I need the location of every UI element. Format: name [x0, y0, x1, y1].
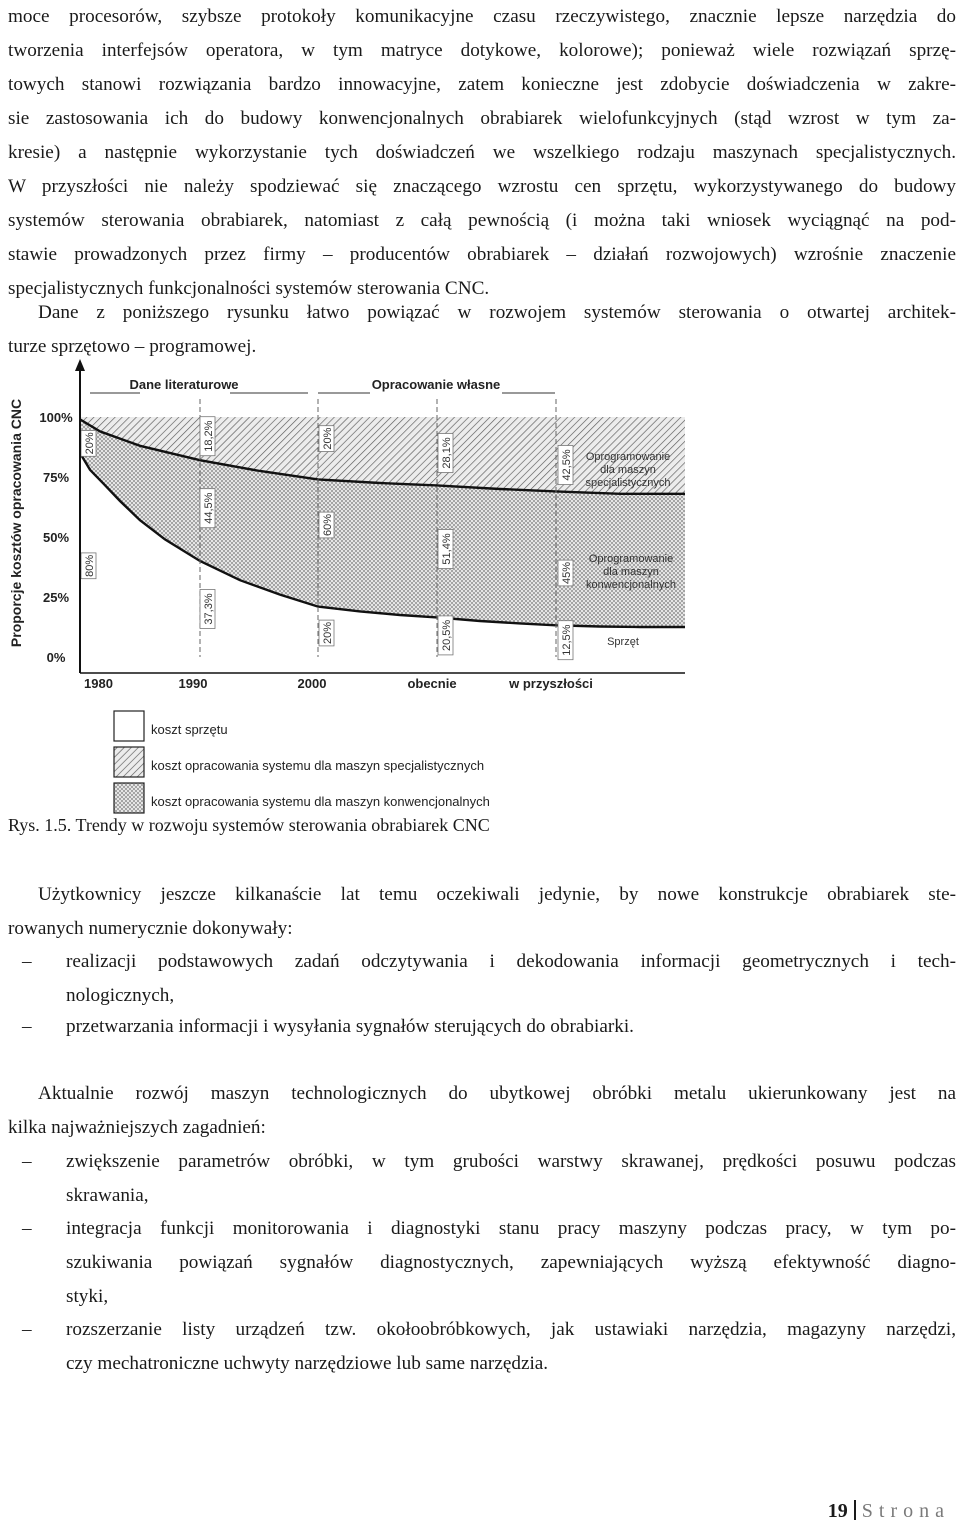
text-line: stawie prowadzonych przez firmy – producentów obrabiarek – działań rozwojowych) wzrośnie znaczenie: [8, 244, 956, 265]
x-tick-label: 1980: [84, 676, 113, 691]
annotation-line: Oprogramowanie: [588, 553, 674, 565]
y-axis-arrow-icon: [75, 359, 85, 371]
list-item: [22, 945, 956, 1013]
annotation-line: dla maszyn: [603, 566, 659, 578]
intro-paragraph: [8, 0, 956, 306]
list-item: [22, 1010, 956, 1044]
annotation-line: konwencjonalnych: [586, 579, 676, 591]
data-label-text: 20%: [322, 621, 334, 645]
data-label-text: 44,5%: [203, 492, 215, 524]
cost-trend-figure: [0, 355, 700, 815]
text-line: moce procesorów, szybsze protokoły komunikacyjne czasu rzeczywistego, znacznie lepsze narzędzia do: [8, 6, 956, 27]
text-line: realizacji podstawowych zadań odczytywania i dekodowania informacji geometrycznych i tech-: [66, 951, 956, 972]
text-line: rozszerzanie listy urządzeń tzw. okołoobróbkowych, jak ustawiaki narzędzia, magazyny narzędzi,: [66, 1319, 956, 1340]
dash-bullet: –: [22, 1016, 32, 1037]
data-label-text: 37,3%: [203, 593, 215, 625]
y-tick-labels: [39, 410, 73, 665]
legend-label-conventional: koszt opracowania systemu dla maszyn konwencjonalnych: [151, 794, 490, 809]
data-label: [319, 426, 334, 452]
annotation-line: Oprogramowanie: [585, 451, 671, 463]
data-label-text: 12,5%: [561, 624, 573, 656]
header-right: Opracowanie własne: [371, 377, 501, 392]
data-label: [200, 489, 215, 528]
data-label-text: 20%: [322, 427, 334, 450]
page-number: 19: [827, 1500, 848, 1522]
text-line: styki,: [66, 1286, 109, 1307]
text-line: Użytkownicy jeszcze kilkanaście lat temu oczekiwali jedynie, by nowe konstrukcje obrabiarek ste-: [38, 884, 956, 905]
y-tick-label: 100%: [39, 410, 73, 425]
annotation-line: dla maszyn: [600, 464, 656, 476]
x-tick-label: obecnie: [407, 676, 457, 691]
data-label: [200, 590, 215, 629]
data-label-text: 51,4%: [441, 533, 453, 565]
data-label: [319, 620, 334, 646]
data-label-text: 60%: [322, 513, 334, 537]
text-line: sie zastosowania ich do budowy konwencjonalnych obrabiarek wielofunkcyjnych (stąd wzrost w tym za-: [8, 108, 956, 129]
data-label-text: 80%: [84, 554, 96, 577]
text-line: rowanych numerycznie dokonywały:: [8, 918, 293, 939]
data-label: [438, 530, 453, 569]
data-label: [81, 431, 96, 457]
legend-label-specialist: koszt opracowania systemu dla maszyn specjalistycznych: [151, 758, 485, 773]
text-line: przetwarzania informacji i wysyłania sygnałów sterujących do obrabiarki.: [66, 1016, 634, 1037]
data-label-text: 42,5%: [561, 449, 573, 481]
data-label: [558, 560, 573, 586]
dash-bullet: –: [22, 1151, 32, 1172]
legend-swatch-specialist: [114, 747, 144, 777]
x-tick-label: 2000: [297, 676, 327, 691]
header-left: Dane literaturowe: [129, 377, 239, 392]
data-label: [438, 616, 453, 655]
users-paragraph: [8, 878, 956, 946]
page-footer: [828, 1500, 950, 1523]
text-line: turze sprzętowo – programowej.: [8, 336, 257, 357]
list-item: [22, 1212, 956, 1314]
dash-bullet: –: [22, 1218, 32, 1239]
data-label: [558, 621, 573, 660]
text-line: zwiększenie parametrów obróbki, w tym grubości warstwy skrawanej, prędkości posuwu podczas: [66, 1151, 956, 1172]
x-tick-label: w przyszłości: [509, 676, 593, 691]
text-line: nologicznych,: [66, 985, 175, 1006]
data-label: [319, 512, 334, 538]
footer-separator: [854, 1500, 856, 1520]
data-label-text: 28,1%: [441, 437, 453, 469]
legend-swatch-hardware: [114, 711, 144, 741]
aktualnie-paragraph: [8, 1077, 956, 1145]
text-line: tworzenia interfejsów operatora, w tym matryce dotykowe, kolorowe); ponieważ wiele rozwiązań sprzę-: [8, 40, 956, 61]
page-label: Strona: [861, 1500, 950, 1522]
annotation-line: specjalistycznych: [585, 477, 671, 489]
plot-area: [80, 399, 685, 660]
text-line: specjalistycznych funkcjonalności systemów sterowania CNC.: [8, 278, 490, 299]
text-line: kilka najważniejszych zagadnień:: [8, 1117, 266, 1138]
x-tick-label: 1990: [178, 676, 208, 691]
text-line: W przyszłości nie należy spodziewać się znaczącego wzrostu cen sprzętu, wykorzystywanego do budowy: [8, 176, 956, 197]
right-annotation-hardware: Sprzęt: [607, 636, 639, 648]
data-label: [200, 417, 215, 456]
y-tick-label: 25%: [42, 590, 70, 605]
text-line: integracja funkcji monitorowania i diagnostyki stanu pracy maszyny podczas pracy, w tym po-: [66, 1218, 956, 1239]
dash-bullet: –: [22, 1319, 32, 1340]
y-axis-label: Proporcje kosztów opracowania CNC: [8, 398, 24, 648]
text-line: czy mechatroniczne uchwyty narzędziowe lub same narzędzia.: [66, 1353, 549, 1374]
text-line: systemów sterowania obrabiarek, natomiast z całą pewnością (i można taki wniosek wyciągnąć na pod-: [8, 210, 956, 231]
legend-label-hardware: koszt sprzętu: [151, 722, 228, 737]
list-item: [22, 1145, 956, 1213]
legend: [114, 711, 490, 813]
text-line: skrawania,: [66, 1185, 149, 1206]
data-label-text: 45%: [561, 561, 573, 585]
legend-swatch-conventional: [114, 783, 144, 813]
text-line: kresie) a następnie wykorzystanie tych doświadczeń we wszelkiego rodzaju maszynach specjalistycznych.: [8, 142, 956, 163]
data-label: [81, 553, 96, 579]
figure-intro-paragraph: [8, 296, 956, 364]
y-tick-label: 50%: [42, 530, 70, 545]
data-label-text: 18,2%: [203, 420, 215, 452]
data-label: [438, 434, 453, 473]
list-item: [22, 1313, 956, 1381]
text-line: Dane z poniższego rysunku łatwo powiązać w rozwojem systemów sterowania o otwartej architek-: [38, 302, 956, 323]
dash-bullet: –: [22, 951, 32, 972]
data-label-text: 20,5%: [441, 619, 453, 652]
y-tick-label: 75%: [42, 470, 70, 485]
text-line: Aktualnie rozwój maszyn technologicznych do ubytkowej obróbki metalu ukierunkowany jest na: [38, 1083, 956, 1104]
data-label: [558, 446, 573, 485]
figure-caption: Rys. 1.5. Trendy w rozwoju systemów sterowania obrabiarek CNC: [8, 815, 490, 835]
y-tick-label: 0%: [46, 650, 66, 665]
text-line: towych stanowi rozwiązania bardzo innowacyjne, zatem konieczne jest zdobycie doświadczenia w zakre-: [8, 74, 956, 95]
x-tick-labels: [84, 676, 593, 691]
text-line: szukiwania powiązań sygnałów diagnostycznych, zapewniających wyższą efektywność diagno-: [66, 1252, 956, 1273]
data-label-text: 20%: [84, 432, 96, 455]
